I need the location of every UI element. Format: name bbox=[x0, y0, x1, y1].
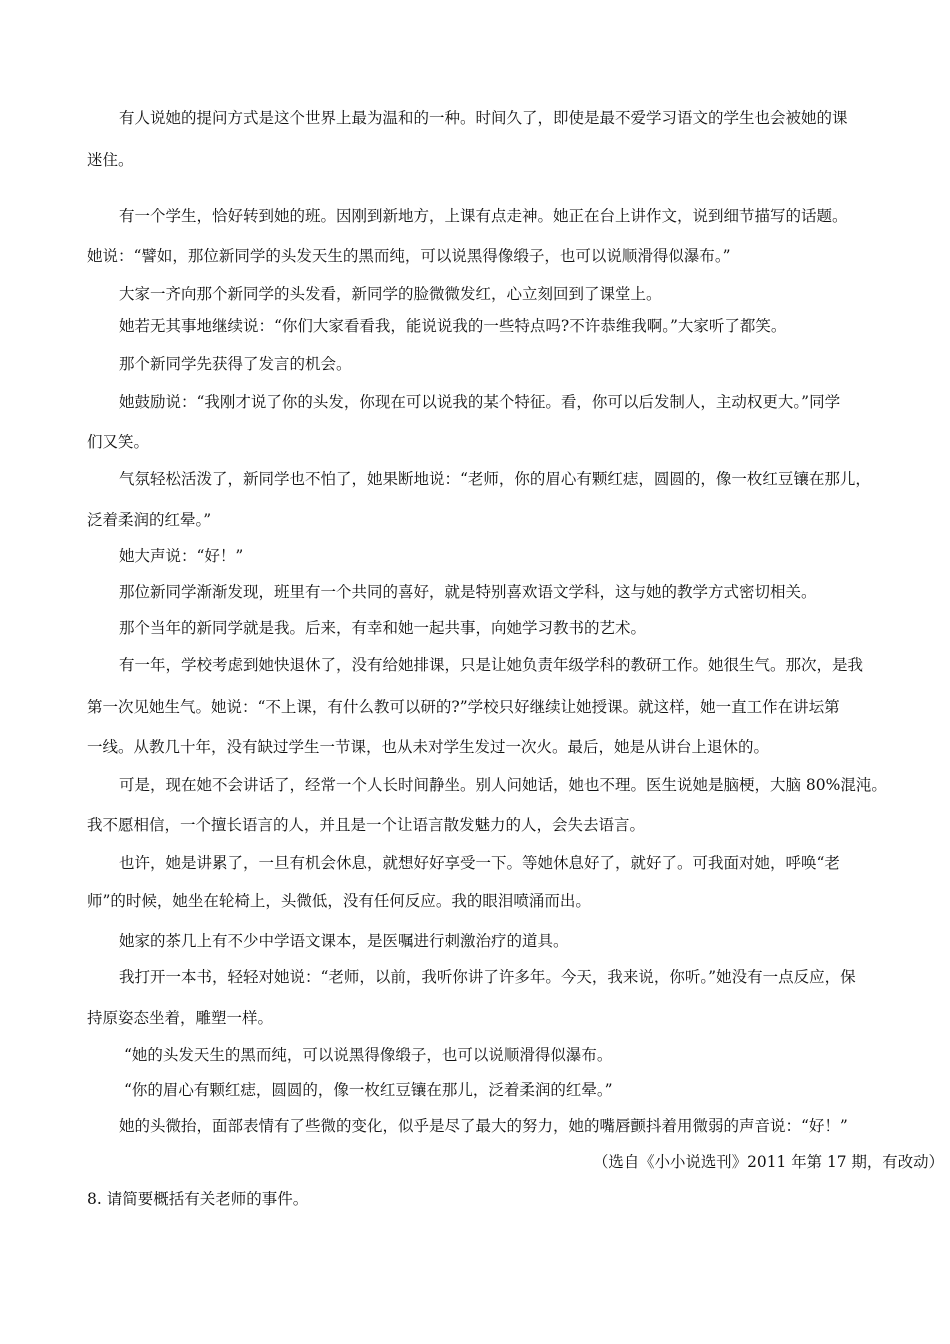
paragraph-line: 我打开一本书，轻轻对她说：“老师，以前，我听你讲了许多年。今天，我来说，你听。”她没有一点反应，保 bbox=[119, 968, 856, 986]
paragraph-line: 那个新同学先获得了发言的机会。 bbox=[119, 355, 352, 373]
paragraph-line: 我不愿相信，一个擅长语言的人，并且是一个让语言散发魅力的人，会失去语言。 bbox=[87, 816, 646, 834]
paragraph-line: 一线。从教几十年，没有缺过学生一节课，也从未对学生发过一次火。最后，她是从讲台上退休的。 bbox=[87, 738, 770, 756]
paragraph-line: 大家一齐向那个新同学的头发看，新同学的脸微微发红，心立刻回到了课堂上。 bbox=[119, 285, 662, 303]
source-citation: （选自《小小说选刊》2011 年第 17 期，有改动） bbox=[593, 1153, 944, 1171]
paragraph-line: 可是，现在她不会讲话了，经常一个人长时间静坐。别人问她话，她也不理。医生说她是脑梗，大脑 80%混沌。 bbox=[119, 776, 887, 794]
paragraph-line: 有人说她的提问方式是这个世界上最为温和的一种。时间久了，即使是最不爱学习语文的学生也会被她的课 bbox=[119, 109, 848, 127]
paragraph-line: 她的头微抬，面部表情有了些微的变化，似乎是尽了最大的努力，她的嘴唇颤抖着用微弱的声音说：“好！” bbox=[119, 1117, 848, 1135]
paragraph-line: 有一年，学校考虑到她快退休了，没有给她排课，只是让她负责年级学科的教研工作。她很生气。那次，是我 bbox=[119, 656, 864, 674]
paragraph-line: 迷住。 bbox=[87, 151, 134, 169]
paragraph-line: 气氛轻松活泼了，新同学也不怕了，她果断地说：“老师，你的眉心有颗红痣，圆圆的，像一枚红豆镶在那儿， bbox=[119, 470, 871, 488]
quote-line: “她的头发天生的黑而纯，可以说黑得像缎子，也可以说顺滑得似瀑布。 bbox=[124, 1046, 613, 1064]
paragraph-line: 也许，她是讲累了，一旦有机会休息，就想好好享受一下。等她休息好了，就好了。可我面对她，呼唤“老 bbox=[119, 854, 840, 872]
paragraph-line: 师”的时候，她坐在轮椅上，头微低，没有任何反应。我的眼泪喷涌而出。 bbox=[87, 892, 591, 910]
paragraph-line: 那位新同学渐渐发现，班里有一个共同的喜好，就是特别喜欢语文学科，这与她的教学方式密切相关。 bbox=[119, 583, 817, 601]
paragraph-line: 第一次见她生气。她说：“不上课，有什么教可以研的?”学校只好继续让她授课。就这样，她一直工作在讲坛第 bbox=[87, 698, 840, 716]
paragraph-line: 泛着柔润的红晕。” bbox=[87, 511, 212, 529]
paragraph-line: 那个当年的新同学就是我。后来，有幸和她一起共事，向她学习教书的艺术。 bbox=[119, 619, 647, 637]
paragraph-line: 她若无其事地继续说：“你们大家看看我，能说说我的一些特点吗?不许恭维我啊。”大家听了都笑。 bbox=[119, 317, 787, 335]
paragraph-line: 持原姿态坐着，雕塑一样。 bbox=[87, 1009, 274, 1027]
paragraph-line: 有一个学生，恰好转到她的班。因刚到新地方，上课有点走神。她正在台上讲作文，说到细节描写的话题。 bbox=[119, 207, 848, 225]
question-8: 8. 请简要概括有关老师的事件。 bbox=[87, 1190, 309, 1208]
paragraph-line: 她鼓励说：“我刚才说了你的头发，你现在可以说我的某个特征。看，你可以后发制人，主动权更大。”同学 bbox=[119, 393, 841, 411]
paragraph-line: 她大声说：“好！” bbox=[119, 547, 244, 565]
quote-line: “你的眉心有颗红痣，圆圆的，像一枚红豆镶在那儿，泛着柔润的红晕。” bbox=[124, 1081, 613, 1099]
paragraph-line: 她说：“譬如，那位新同学的头发天生的黑而纯，可以说黑得像缎子，也可以说顺滑得似瀑布。” bbox=[87, 247, 731, 265]
paragraph-line: 她家的茶几上有不少中学语文课本，是医嘱进行刺激治疗的道具。 bbox=[119, 932, 569, 950]
paragraph-line: 们又笑。 bbox=[87, 433, 150, 451]
